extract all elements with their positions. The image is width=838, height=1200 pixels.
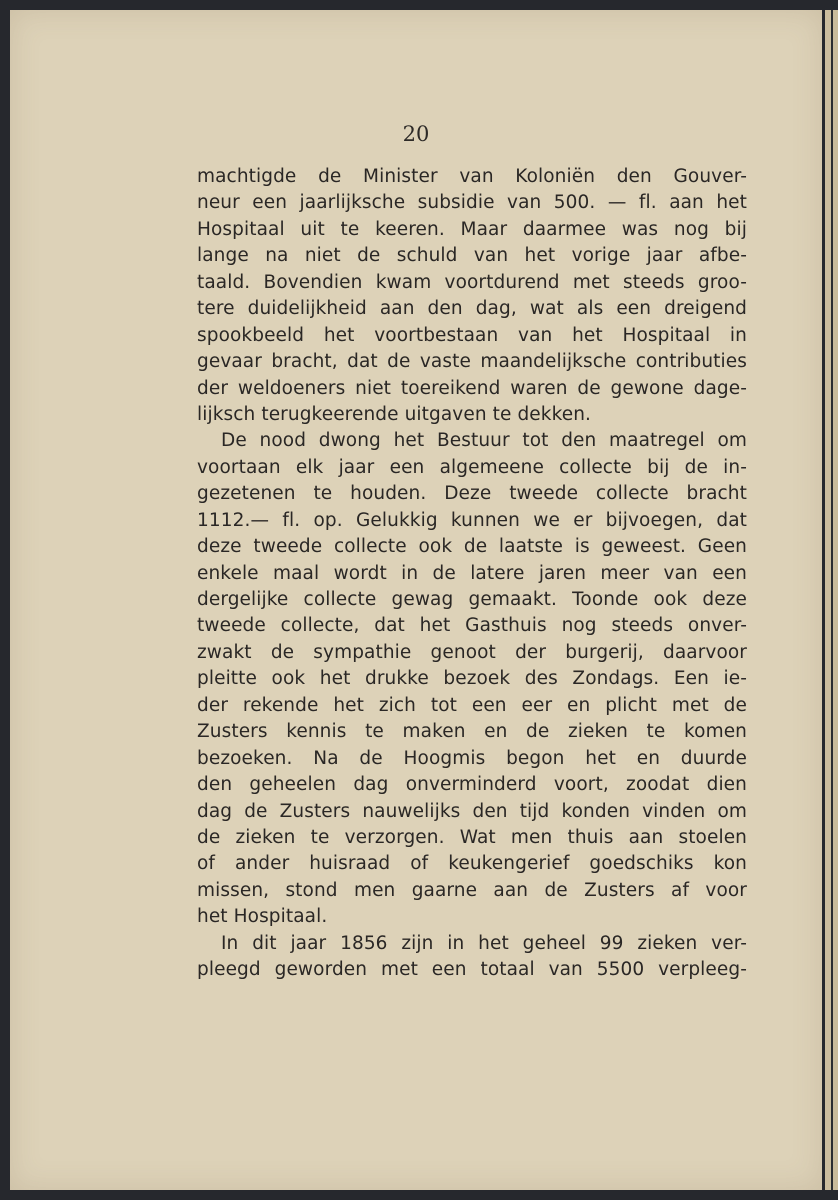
text-line: der rekende het zich tot een eer en plicht met de: [197, 694, 747, 716]
text-line: neur een jaarlijksche subsidie van 500. — fl. aan het: [197, 192, 747, 214]
text-line: De nood dwong het Bestuur tot den maatregel om: [221, 430, 747, 452]
text-line: den geheelen dag onverminderd voort, zoodat dien: [197, 774, 747, 796]
text-line: dergelijke collecte gewag gemaakt. Toonde ook deze: [197, 589, 747, 610]
text-line: enkele maal wordt in de latere jaren meer van een: [197, 562, 747, 584]
text-line: 1112.— fl. op. Gelukkig kunnen we er bijvoegen, dat: [197, 509, 747, 531]
text-line: voortaan elk jaar een algemeene collecte bij de in-: [197, 456, 747, 478]
text-line: pleitte ook het drukke bezoek des Zondags. Een ie-: [197, 668, 747, 690]
text-line: machtigde de Minister van Koloniën den Gouver-: [197, 166, 747, 187]
text-line: Zusters kennis te maken en de zieken te komen: [197, 721, 747, 743]
text-line: tere duidelijkheid aan den dag, wat als een dreigend: [197, 298, 747, 320]
page-number: 20: [402, 122, 430, 146]
text-line: missen, stond men gaarne aan de Zusters af voor: [197, 879, 747, 901]
text-line: deze tweede collecte ook de laatste is geweest. Geen: [197, 536, 747, 558]
text-line: Hospitaal uit te keeren. Maar daarmee was nog bij: [197, 218, 747, 240]
text-line: gevaar bracht, dat de vaste maandelijksche contributies: [197, 351, 747, 373]
text-line: de zieken te verzorgen. Wat men thuis aan stoelen: [197, 826, 747, 848]
text-line: tweede collecte, dat het Gasthuis nog steeds onver-: [197, 615, 747, 637]
text-line: pleegd geworden met een totaal van 5500 verpleeg-: [197, 959, 747, 981]
page-body-text: [197, 164, 747, 984]
text-line: In dit jaar 1856 zijn in het geheel 99 zieken ver-: [221, 932, 747, 954]
page-edge: [822, 10, 838, 1190]
text-line: lange na niet de schuld van het vorige jaar afbe-: [197, 245, 747, 267]
text-line: gezetenen te houden. Deze tweede collecte bracht: [197, 483, 747, 505]
text-line: taald. Bovendien kwam voortdurend met steeds groo-: [197, 271, 747, 293]
book-page: [10, 10, 822, 1190]
text-line: of ander huisraad of keukengerief goedschiks kon: [197, 853, 747, 875]
text-line: dag de Zusters nauwelijks den tijd konden vinden om: [197, 800, 747, 822]
text-line: het Hospitaal.: [197, 906, 328, 928]
text-line: der weldoeners niet toereikend waren de gewone dage-: [197, 377, 747, 399]
text-line: lijksch terugkeerende uitgaven te dekken.: [197, 403, 592, 425]
text-line: zwakt de sympathie genoot der burgerij, daarvoor: [197, 641, 747, 663]
text-line: spookbeeld het voortbestaan van het Hospitaal in: [197, 324, 747, 346]
text-line: bezoeken. Na de Hoogmis begon het en duurde: [197, 747, 747, 769]
